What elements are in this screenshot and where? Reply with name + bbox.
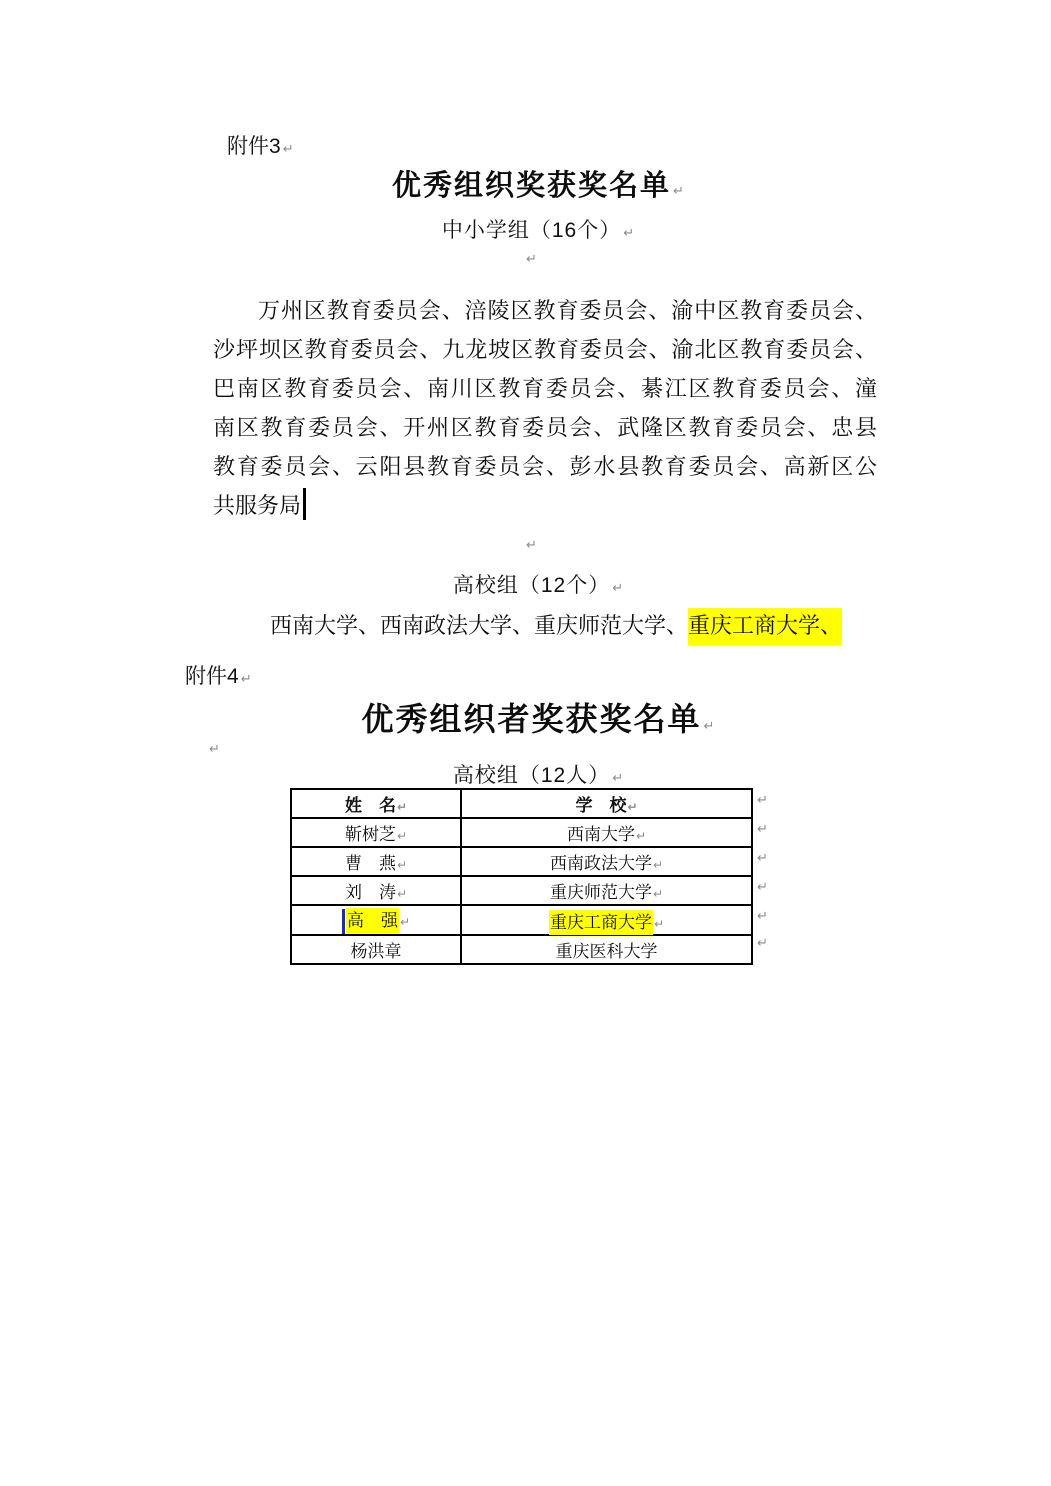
section1-title: 优秀组织奖获奖名单 bbox=[392, 170, 672, 202]
table-row bbox=[291, 876, 752, 905]
school-value: 西南政法大学 bbox=[549, 854, 652, 873]
pilcrow-mark-icon: ↵ bbox=[526, 537, 537, 552]
row-end-mark bbox=[755, 849, 775, 867]
pilcrow-mark-icon: ↵ bbox=[652, 858, 664, 872]
awards-table-wrapper bbox=[290, 788, 768, 962]
row-end-mark bbox=[755, 820, 775, 838]
empty-paragraph-mark bbox=[524, 536, 537, 554]
paragraph-line: 沙坪坝区教育委员会、九龙坡区教育委员会、渝北区教育委员会、 bbox=[213, 337, 877, 362]
pilcrow-mark-icon: ↵ bbox=[703, 718, 715, 733]
section2-subtitle: 高校组（12人） bbox=[452, 764, 611, 787]
pilcrow-mark-icon: ↵ bbox=[396, 887, 408, 901]
pilcrow-mark-icon: ↵ bbox=[652, 887, 664, 901]
paragraph-line-text: 共服务局 bbox=[213, 493, 302, 518]
pilcrow-mark-icon: ↵ bbox=[757, 792, 768, 807]
paragraph-line: 万州区教育委员会、涪陵区教育委员会、渝中区教育委员会、 bbox=[258, 298, 877, 323]
pilcrow-mark-icon: ↵ bbox=[399, 915, 411, 929]
school-cell[interactable] bbox=[461, 935, 752, 964]
pilcrow-mark-icon: ↵ bbox=[240, 671, 252, 686]
table-row bbox=[291, 847, 752, 876]
name-cell[interactable] bbox=[291, 876, 461, 905]
university-list-highlighted[interactable]: 重庆工商大学、 bbox=[688, 608, 842, 645]
name-cell[interactable] bbox=[291, 847, 461, 876]
table-row-clipped bbox=[291, 935, 752, 964]
paragraph-line: 教育委员会、云阳县教育委员会、彭水县教育委员会、高新区公 bbox=[213, 454, 877, 479]
name-value: 曹 燕 bbox=[344, 854, 396, 873]
school-cell[interactable] bbox=[461, 847, 752, 876]
section1-subtitle2: 高校组（12个） bbox=[452, 574, 611, 597]
school-cell[interactable] bbox=[461, 905, 752, 935]
pilcrow-mark-icon: ↵ bbox=[282, 141, 294, 156]
paragraph-line: 巴南区教育委员会、南川区教育委员会、綦江区教育委员会、潼 bbox=[213, 376, 877, 401]
section2-subtitle-row bbox=[213, 759, 863, 789]
section2-title: 优秀组织者奖获奖名单 bbox=[361, 701, 702, 737]
section1-subtitle: 中小学组（16个） bbox=[441, 219, 622, 242]
school-cell[interactable] bbox=[461, 876, 752, 905]
name-value-highlighted: 高 强 bbox=[346, 908, 399, 933]
name-value: 刘 涛 bbox=[344, 883, 396, 902]
attachment3-heading bbox=[227, 130, 294, 160]
pilcrow-mark-icon: ↵ bbox=[612, 580, 624, 595]
university-list-normal: 西南大学、西南政法大学、重庆师范大学、 bbox=[270, 613, 689, 638]
pilcrow-mark-icon: ↵ bbox=[396, 800, 408, 814]
pilcrow-mark-icon: ↵ bbox=[396, 829, 408, 843]
table-row-highlighted bbox=[291, 905, 752, 935]
committee-paragraph bbox=[213, 291, 877, 525]
pilcrow-mark-icon: ↵ bbox=[526, 251, 537, 266]
row-end-mark bbox=[755, 907, 775, 925]
section2-title-row bbox=[213, 694, 863, 740]
pilcrow-mark-icon: ↵ bbox=[396, 858, 408, 872]
row-end-mark bbox=[755, 934, 775, 952]
empty-paragraph-mark bbox=[524, 250, 537, 268]
school-value: 重庆医科大学 bbox=[555, 942, 658, 962]
row-end-mark bbox=[755, 791, 775, 809]
header-name-label: 姓 名 bbox=[344, 796, 396, 815]
awards-table bbox=[290, 788, 753, 965]
pilcrow-mark-icon: ↵ bbox=[757, 935, 768, 950]
row-end-mark bbox=[755, 878, 775, 896]
pilcrow-mark-icon: ↵ bbox=[623, 225, 635, 240]
school-value-highlighted: 重庆工商大学 bbox=[549, 910, 653, 935]
text-cursor[interactable] bbox=[303, 488, 306, 520]
name-cell[interactable] bbox=[291, 818, 461, 847]
school-value: 西南大学 bbox=[566, 825, 635, 844]
attachment4-label: 附件4 bbox=[185, 665, 239, 688]
university-list-line bbox=[270, 606, 842, 646]
pilcrow-mark-icon: ↵ bbox=[757, 879, 768, 894]
school-cell[interactable] bbox=[461, 818, 752, 847]
attachment3-label: 附件3 bbox=[227, 135, 281, 158]
paragraph-line-last bbox=[213, 486, 877, 525]
name-value: 杨洪章 bbox=[350, 942, 402, 962]
name-value: 靳树芝 bbox=[344, 825, 396, 844]
pilcrow-mark-icon: ↵ bbox=[653, 916, 665, 931]
pilcrow-mark-icon: ↵ bbox=[757, 850, 768, 865]
pilcrow-mark-icon: ↵ bbox=[209, 741, 220, 756]
section1-subtitle-row bbox=[213, 214, 863, 244]
pilcrow-mark-icon: ↵ bbox=[635, 829, 647, 843]
header-cell-school bbox=[461, 789, 752, 818]
name-cell[interactable] bbox=[291, 935, 461, 964]
header-school-label: 学 校 bbox=[575, 796, 627, 815]
pilcrow-mark-icon: ↵ bbox=[757, 908, 768, 923]
table-header-row bbox=[291, 789, 752, 818]
pilcrow-mark-icon: ↵ bbox=[757, 821, 768, 836]
name-cell[interactable] bbox=[291, 905, 461, 935]
selection-caret bbox=[342, 909, 345, 934]
section1-title-row bbox=[213, 163, 863, 204]
school-value: 重庆师范大学 bbox=[549, 883, 652, 902]
section1-subtitle2-row bbox=[213, 569, 863, 599]
pilcrow-mark-icon: ↵ bbox=[612, 770, 624, 785]
header-cell-name bbox=[291, 789, 461, 818]
empty-paragraph-mark bbox=[207, 740, 220, 758]
pilcrow-mark-icon: ↵ bbox=[627, 800, 638, 814]
attachment4-heading bbox=[185, 660, 252, 690]
table-row bbox=[291, 818, 752, 847]
paragraph-line: 南区教育委员会、开州区教育委员会、武隆区教育委员会、忠县 bbox=[213, 415, 877, 440]
pilcrow-mark-icon: ↵ bbox=[673, 183, 684, 198]
